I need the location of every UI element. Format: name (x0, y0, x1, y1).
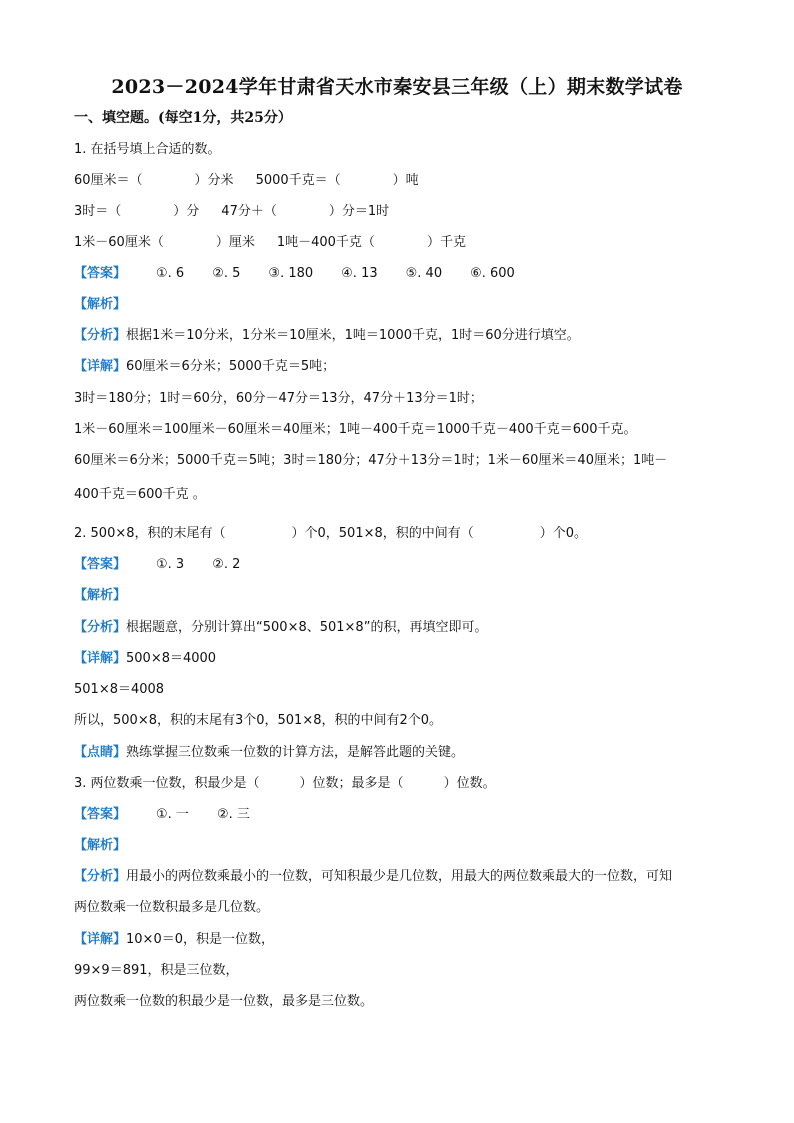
q2-fenxi (74, 619, 487, 637)
fenxi-tag: 【分析】 (74, 328, 127, 343)
jiexi-tag: 【解析】 (74, 588, 127, 603)
q1-answer-5: ⑤. 40 (405, 266, 443, 281)
fenxi-tag: 【分析】 (74, 869, 127, 884)
q3-answer-1: ①. 一 (156, 807, 189, 822)
q3-stem-part: ）位数；最多是（ (299, 776, 404, 791)
q3-answer-2: ②. 三 (216, 807, 250, 822)
q1-xiangjie-line4: 60厘米＝6分米；5000千克＝5吨；3时＝180分；47分＋13分＝1时；1米－60厘米＝40厘米；1吨－ (74, 453, 668, 468)
q2-dianjing-text: 熟练掌握三位数乘一位数的计算方法，是解答此题的关键。 (126, 745, 465, 760)
q2-xiangjie-text: 500×8＝4000 (126, 651, 217, 666)
q3-xiangjie-line3: 两位数乘一位数的积最少是一位数，最多是三位数。 (74, 994, 374, 1009)
q1-row1 (74, 172, 419, 190)
q2-stem-part: ）个0，501×8，积的中间有（ (291, 526, 474, 541)
q2-answer-2: ②. 2 (212, 557, 241, 572)
q1-answer-6: ⑥. 600 (470, 266, 515, 281)
q2-xiangjie (74, 650, 216, 668)
q1-row3 (74, 234, 466, 252)
q1-row2-part: 47分＋（ (221, 204, 277, 219)
q3-answer (74, 806, 250, 824)
q2-stem-part: 2. 500×8，积的末尾有（ (74, 526, 226, 541)
q2-xiangjie-line3: 所以，500×8，积的末尾有3个0，501×8，积的中间有2个0。 (74, 713, 443, 728)
q2-answer (74, 556, 240, 574)
q3-fenxi-line2: 两位数乘一位数积最多是几位数。 (74, 900, 270, 915)
section-heading: 一、填空题。(每空1分，共25分） (74, 110, 292, 126)
q2-stem-part: ）个0。 (539, 526, 588, 541)
q1-xiangjie-line2: 3时＝180分；1时＝60分，60分－47分＝13分，47分＋13分＝1时； (74, 391, 483, 406)
q1-row2-part: 3时＝（ (74, 204, 122, 219)
q3-stem-part: ）位数。 (443, 776, 496, 791)
fenxi-tag: 【分析】 (74, 620, 127, 635)
q1-row2 (74, 203, 389, 221)
dianjing-tag: 【点睛】 (74, 745, 127, 760)
q2-jiexi (74, 587, 126, 605)
q1-row1-part: ）吨 (392, 173, 419, 188)
q2-xiangjie-line2: 501×8＝4008 (74, 682, 165, 697)
q1-answer-3: ③. 180 (268, 266, 314, 281)
q1-row1-part: 60厘米＝（ (74, 173, 143, 188)
q3-jiexi (74, 837, 126, 855)
q3-xiangjie (74, 931, 274, 949)
q1-row1-part: 5000千克＝（ (255, 173, 341, 188)
q2-stem (74, 525, 587, 543)
q1-xiangjie-line3: 1米－60厘米＝100厘米－60厘米＝40厘米；1吨－400千克＝1000千克－400千克＝600千克。 (74, 422, 637, 437)
q2-answer-1: ①. 3 (156, 557, 185, 572)
xiangjie-tag: 【详解】 (74, 651, 127, 666)
q1-row2-part: ）分 (173, 204, 200, 219)
q3-stem-part: 3. 两位数乘一位数，积最少是（ (74, 776, 260, 791)
q1-stem: 1. 在括号填上合适的数。 (74, 142, 221, 157)
answer-tag: 【答案】 (74, 807, 127, 822)
q1-answer-1: ①. 6 (156, 266, 185, 281)
q1-xiangjie-line5: 400千克＝600千克 。 (74, 487, 206, 502)
xiangjie-tag: 【详解】 (74, 359, 127, 374)
q3-xiangjie-text: 10×0＝0，积是一位数， (126, 932, 274, 947)
answer-tag: 【答案】 (74, 266, 127, 281)
q3-fenxi (74, 868, 672, 886)
q1-xiangjie (74, 358, 335, 376)
q2-dianjing (74, 744, 464, 762)
q1-fenxi-text: 根据1米＝10分米，1分米＝10厘米，1吨＝1000千克，1时＝60分进行填空。 (126, 328, 580, 343)
jiexi-tag: 【解析】 (74, 838, 127, 853)
q3-xiangjie-line2: 99×9＝891，积是三位数， (74, 963, 239, 978)
q2-fenxi-text: 根据题意，分别计算出“500×8、501×8”的积，再填空即可。 (126, 620, 488, 635)
q1-answer (74, 265, 515, 283)
page-title: 2023－2024学年甘肃省天水市秦安县三年级（上）期末数学试卷 (111, 76, 683, 98)
q1-answer-2: ②. 5 (212, 266, 241, 281)
xiangjie-tag: 【详解】 (74, 932, 127, 947)
q1-row2-part: ）分＝1时 (328, 204, 390, 219)
q1-row3-part: 1米－60厘米（ (74, 235, 164, 250)
q1-row1-part: ）分米 (194, 173, 234, 188)
q3-fenxi-text: 用最小的两位数乘最小的一位数，可知积最少是几位数，用最大的两位数乘最大的一位数，可知 (126, 869, 673, 884)
jiexi-tag: 【解析】 (74, 297, 127, 312)
q1-answer-4: ④. 13 (341, 266, 378, 281)
q1-row3-part: ）厘米 (215, 235, 255, 250)
q1-row3-part: ）千克 (426, 235, 466, 250)
q1-row3-part: 1吨－400千克（ (276, 235, 375, 250)
answer-tag: 【答案】 (74, 557, 127, 572)
q3-stem (74, 775, 496, 793)
q1-fenxi (74, 327, 580, 345)
q1-xiangjie-text: 60厘米＝6分米；5000千克＝5吨； (126, 359, 336, 374)
q1-jiexi (74, 296, 126, 314)
